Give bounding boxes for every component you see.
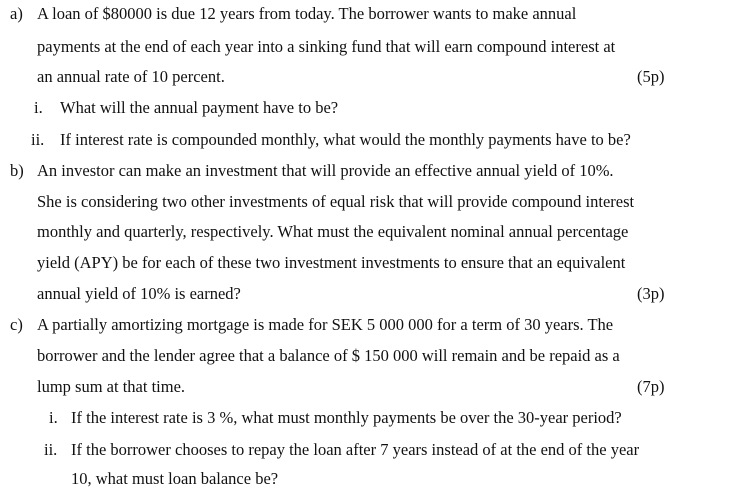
question-c-subpart-ii-label: ii. [44, 440, 58, 459]
question-c-line-3: lump sum at that time. [37, 377, 186, 396]
question-b-line-4: yield (APY) be for each of these two investment investments to ensure that an equivalent [37, 253, 626, 272]
question-a-line-1: A loan of $80000 is due 12 years from today. The borrower wants to make annual [37, 4, 577, 23]
question-c-line-2: borrower and the lender agree that a balance of $ 150 000 will remain and be repaid as a [37, 346, 620, 365]
question-b-label: b) [10, 161, 24, 180]
question-c-points: (7p) [637, 377, 665, 396]
question-a-line-2: payments at the end of each year into a sinking fund that will earn compound interest at [37, 37, 616, 56]
question-a-subpart-i-label: i. [34, 98, 43, 117]
question-c-line-1: A partially amortizing mortgage is made for SEK 5 000 000 for a term of 30 years. The [37, 315, 614, 334]
question-c-subpart-i-text: If the interest rate is 3 %, what must monthly payments be over the 30-year period? [71, 408, 622, 427]
question-c-label: c) [10, 315, 23, 334]
question-c-subpart-ii-line-1: If the borrower chooses to repay the loan after 7 years instead of at the end of the year [71, 440, 640, 459]
question-c-subpart-i-label: i. [49, 408, 58, 427]
question-b-line-3: monthly and quarterly, respectively. What must the equivalent nominal annual percentage [37, 222, 629, 241]
question-b-points: (3p) [637, 284, 665, 303]
question-b-line-5: annual yield of 10% is earned? [37, 284, 241, 303]
question-a-subpart-ii-text: If interest rate is compounded monthly, what would the monthly payments have to be? [60, 130, 631, 149]
question-a-subpart-ii-label: ii. [31, 130, 45, 149]
question-a-points: (5p) [637, 67, 665, 86]
question-a-subpart-i-text: What will the annual payment have to be? [60, 98, 339, 117]
question-c-subpart-ii-line-2: 10, what must loan balance be? [71, 469, 279, 488]
question-b-line-1: An investor can make an investment that will provide an effective annual yield of 10%. [37, 161, 614, 180]
question-b-line-2: She is considering two other investments of equal risk that will provide compound interest [37, 192, 635, 211]
question-a-line-3: an annual rate of 10 percent. [37, 67, 225, 86]
question-a-label: a) [10, 4, 23, 23]
